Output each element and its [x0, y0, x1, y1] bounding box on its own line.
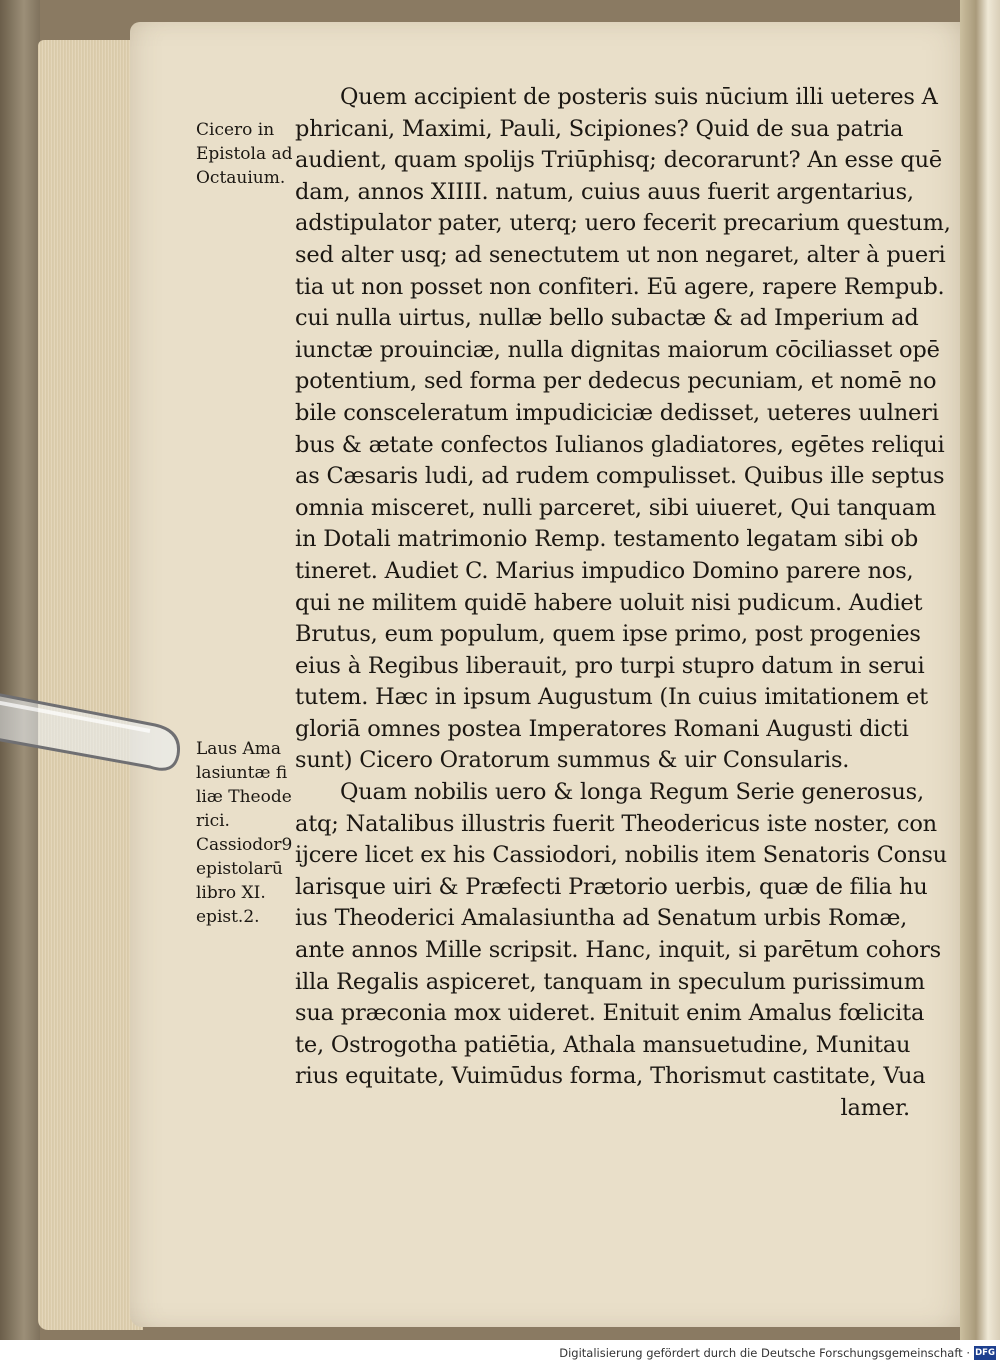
text-line: lamer.	[840, 1095, 910, 1121]
text-line: cui nulla uirtus, nullæ bello subactæ & ad Imperium ad	[295, 305, 919, 332]
text-line: bile consceleratum impudiciciæ dedisset, ueteres uulneri	[295, 399, 939, 426]
margin-note-amalasiunta: Laus Ama lasiuntæ fi liæ Theode rici. Cassiodor9 epistolarū libro XI. epist.2.	[196, 739, 293, 927]
text-line: in Dotali matrimonio Remp. testamento legatam sibi ob	[295, 526, 919, 553]
text-line: Quam nobilis uero & longa Regum Serie generosus,	[340, 779, 924, 806]
text-line: atq; Natalibus illustris fuerit Theodericus iste noster, con	[295, 810, 937, 837]
text-line: eius à Regibus liberauit, pro turpi stupro datum in serui	[295, 652, 925, 679]
text-line: tutem. Hæc in ipsum Augustum (In cuius imitationem et	[295, 684, 929, 711]
text-line: Brutus, eum populum, quem ipse primo, post progenies	[295, 621, 921, 648]
funding-credit: Digitalisierung gefördert durch die Deutsche Forschungsgemeinschaft ·	[559, 1346, 970, 1360]
text-line: Quem accipient de posteris suis nūcium illi ueteres A	[340, 84, 938, 110]
text-line: phricani, Maximi, Pauli, Scipiones? Quid de sua patria	[295, 115, 904, 142]
book-gutter	[960, 0, 1000, 1340]
margin-note-cicero: Cicero in Epistola ad Octauium.	[196, 120, 293, 188]
text-line: dam, annos XIIII. natum, cuius auus fuerit argentarius,	[295, 178, 914, 205]
text-line: potentium, sed forma per dedecus pecuniam, et nomē no	[295, 368, 937, 395]
text-line: adstipulator pater, uterq; uero fecerit precarium questum,	[295, 210, 951, 237]
footer-bar	[0, 1343, 1000, 1365]
text-line: bus & ætate confectos Iulianos gladiatores, egētes reliqui	[295, 431, 945, 458]
dfg-logo: DFG	[975, 1348, 995, 1358]
text-line: ius Theoderici Amalasiuntha ad Senatum urbis Romæ,	[295, 905, 908, 932]
text-line: sua præconia mox uideret. Enituit enim Amalus fœlicita	[295, 1000, 925, 1027]
page-weight-pointer	[0, 683, 190, 773]
text-line: ante annos Mille scripsit. Hanc, inquit, si parētum cohors	[295, 937, 941, 964]
text-line: tia ut non posset non confiteri. Eū agere, rapere Rempub.	[295, 273, 945, 300]
text-line: larisque uiri & Præfecti Prætorio uerbis, quæ de filia hu	[295, 873, 928, 900]
text-line: ijcere licet ex his Cassiodori, nobilis item Senatoris Consu	[295, 842, 947, 869]
main-text-block	[295, 82, 951, 1125]
text-line: as Cæsaris ludi, ad rudem compulisset. Quibus ille septus	[295, 463, 945, 490]
text-line: rius equitate, Vuimūdus forma, Thorismut castitate, Vua	[295, 1063, 926, 1090]
text-line: iunctæ prouinciæ, nulla dignitas maiorum cōciliasset opē	[295, 336, 940, 363]
text-line: tineret. Audiet C. Marius impudico Domino parere nos,	[295, 557, 914, 584]
text-line: omnia misceret, nulli parceret, sibi uiueret, Qui tanquam	[295, 494, 937, 521]
text-line: sunt) Cicero Oratorum summus & uir Consularis.	[295, 747, 850, 774]
text-line: illa Regalis aspiceret, tanquam in speculum purissimum	[295, 968, 925, 995]
text-line: qui ne militem quidē habere uoluit nisi pudicum. Audiet	[295, 589, 923, 616]
text-line: gloriā omnes postea Imperatores Romani Augusti dicti	[295, 715, 909, 742]
text-line: te, Ostrogotha patiētia, Athala mansuetudine, Munitau	[295, 1031, 911, 1058]
text-line: audient, quam spolijs Triūphisq; decorarunt? An esse quē	[295, 147, 943, 174]
book-cover	[0, 0, 40, 1340]
text-line: sed alter usq; ad senectutem ut non negaret, alter à pueri	[295, 241, 946, 268]
